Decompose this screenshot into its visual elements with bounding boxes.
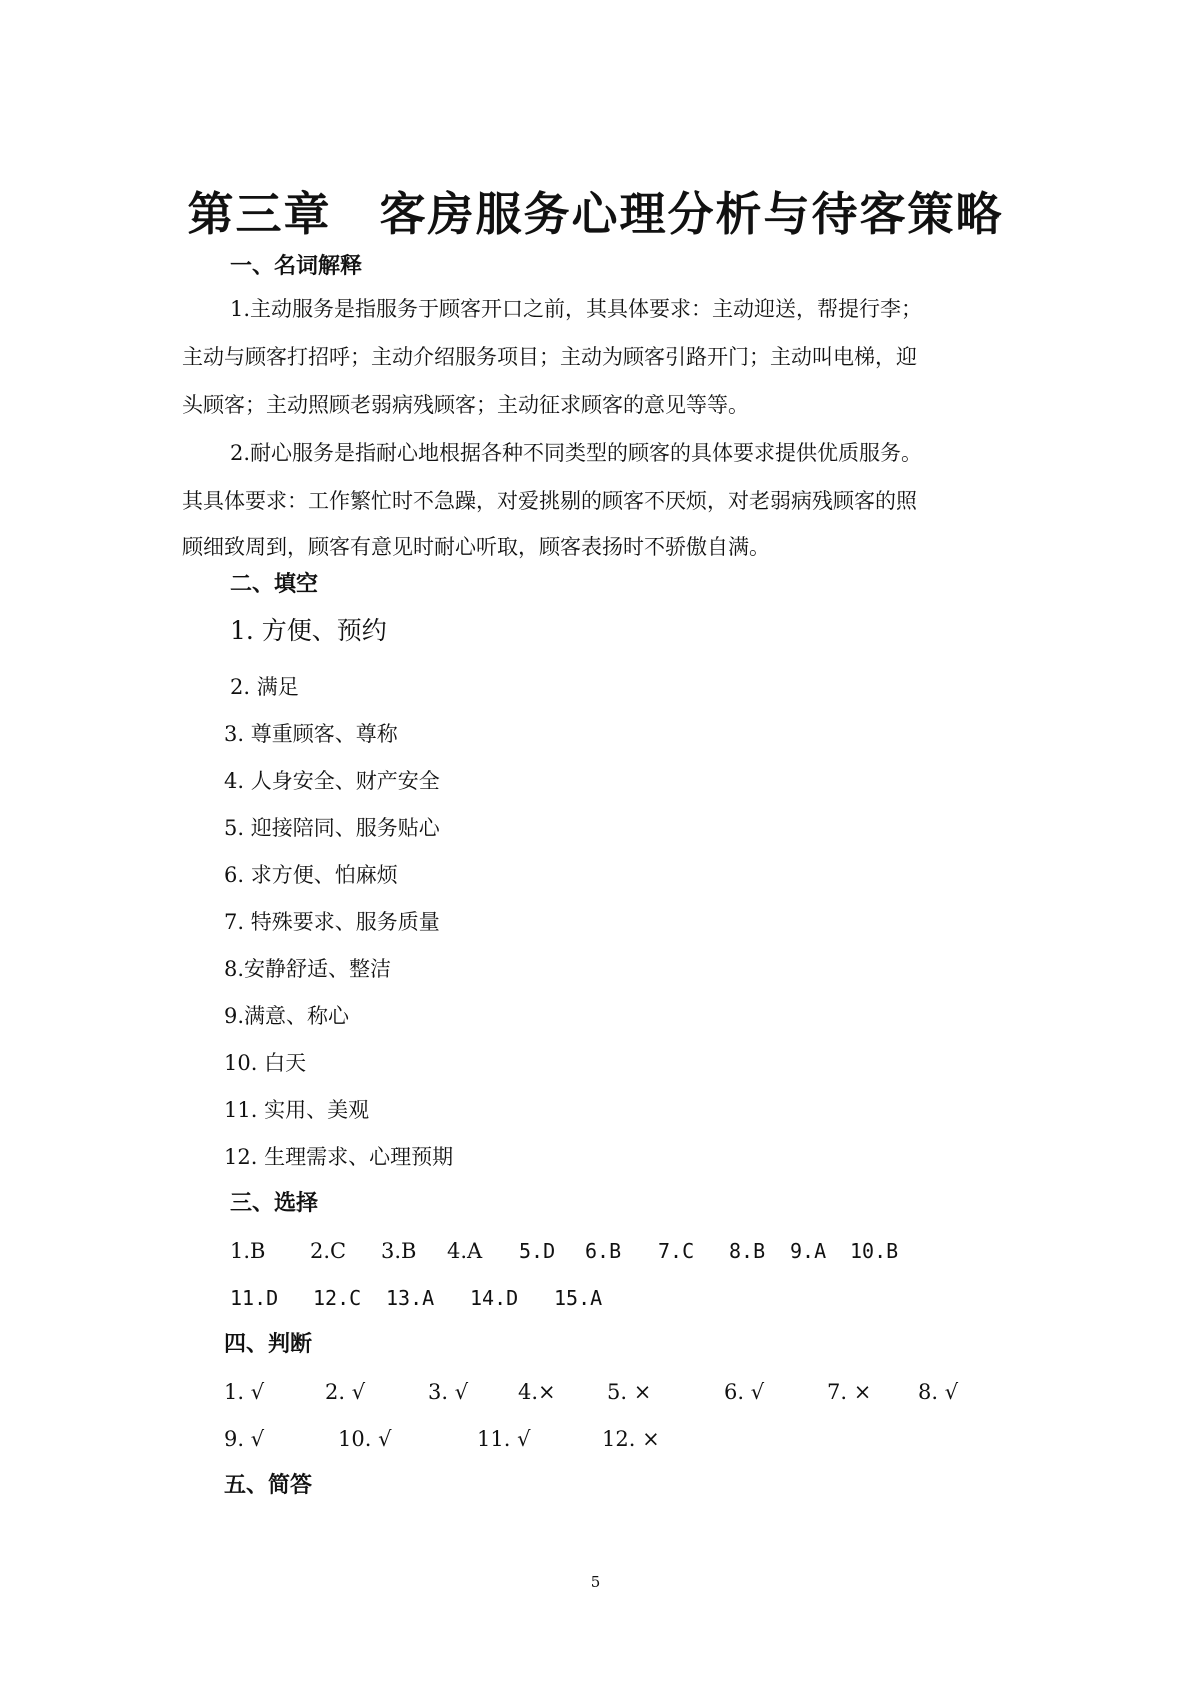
paragraph-line: 顾细致周到，顾客有意见时耐心听取，顾客表扬时不骄傲自满。 [182, 535, 770, 559]
fill-in-answer: 5. 迎接陪同、服务贴心 [224, 816, 440, 840]
fill-in-answer: 11. 实用、美观 [224, 1098, 370, 1122]
judgment-answer: 5. × [607, 1380, 652, 1404]
judgment-answer: 3. √ [428, 1380, 469, 1404]
judgment-answer: 1. √ [224, 1380, 265, 1404]
choice-answer: 11.D [230, 1286, 279, 1310]
judgment-answer: 4.× [518, 1380, 556, 1404]
section-heading-multiple-choice: 三、选择 [230, 1191, 319, 1216]
fill-in-answer: 12. 生理需求、心理预期 [224, 1145, 454, 1169]
page-title: 第三章 客房服务心理分析与待客策略 [187, 187, 1004, 241]
choice-answer: 9.A [790, 1239, 827, 1263]
fill-in-answer: 8.安静舒适、整洁 [224, 957, 392, 981]
paragraph-line: 2.耐心服务是指耐心地根据各种不同类型的顾客的具体要求提供优质服务。 [230, 441, 923, 465]
choice-answer: 3.B [381, 1239, 417, 1263]
page-number: 5 [590, 1573, 601, 1591]
choice-answer: 2.C [310, 1239, 347, 1263]
judgment-answer: 11. √ [477, 1427, 531, 1451]
fill-in-answer: 1. 方便、预约 [230, 616, 387, 645]
choice-answer: 10.B [850, 1239, 899, 1263]
paragraph-line: 1.主动服务是指服务于顾客开口之前，其具体要求：主动迎送，帮提行李； [230, 297, 923, 321]
judgment-answer: 6. √ [724, 1380, 765, 1404]
paragraph-line: 其具体要求：工作繁忙时不急躁，对爱挑剔的顾客不厌烦，对老弱病残顾客的照 [182, 489, 917, 513]
fill-in-answer: 6. 求方便、怕麻烦 [224, 863, 398, 887]
choice-answer: 14.D [470, 1286, 519, 1310]
judgment-answer: 2. √ [325, 1380, 366, 1404]
choice-answer: 5.D [519, 1239, 556, 1263]
choice-answer: 12.C [313, 1286, 362, 1310]
fill-in-answer: 2. 满足 [230, 675, 299, 699]
section-heading-true-false: 四、判断 [224, 1332, 313, 1357]
judgment-answer: 9. √ [224, 1427, 265, 1451]
choice-answer: 4.A [447, 1239, 483, 1263]
choice-answer: 8.B [729, 1239, 766, 1263]
judgment-answer: 8. √ [918, 1380, 959, 1404]
choice-answer: 1.B [230, 1239, 266, 1263]
section-heading-term-definitions: 一、名词解释 [230, 254, 363, 279]
judgment-answer: 7. × [827, 1380, 872, 1404]
section-heading-short-answer: 五、简答 [224, 1473, 313, 1498]
choice-answer: 6.B [585, 1239, 622, 1263]
paragraph-line: 头顾客；主动照顾老弱病残顾客；主动征求顾客的意见等等。 [182, 393, 749, 417]
fill-in-answer: 10. 白天 [224, 1051, 307, 1075]
judgment-answer: 12. × [602, 1427, 660, 1451]
fill-in-answer: 7. 特殊要求、服务质量 [224, 910, 440, 934]
fill-in-answer: 4. 人身安全、财产安全 [224, 769, 440, 793]
choice-answer: 7.C [658, 1239, 695, 1263]
judgment-answer: 10. √ [338, 1427, 392, 1451]
fill-in-answer: 3. 尊重顾客、尊称 [224, 722, 398, 746]
fill-in-answer: 9.满意、称心 [224, 1004, 350, 1028]
choice-answer: 13.A [386, 1286, 435, 1310]
paragraph-line: 主动与顾客打招呼；主动介绍服务项目；主动为顾客引路开门；主动叫电梯，迎 [182, 345, 917, 369]
section-heading-fill-in-blanks: 二、填空 [230, 572, 319, 597]
choice-answer: 15.A [554, 1286, 603, 1310]
